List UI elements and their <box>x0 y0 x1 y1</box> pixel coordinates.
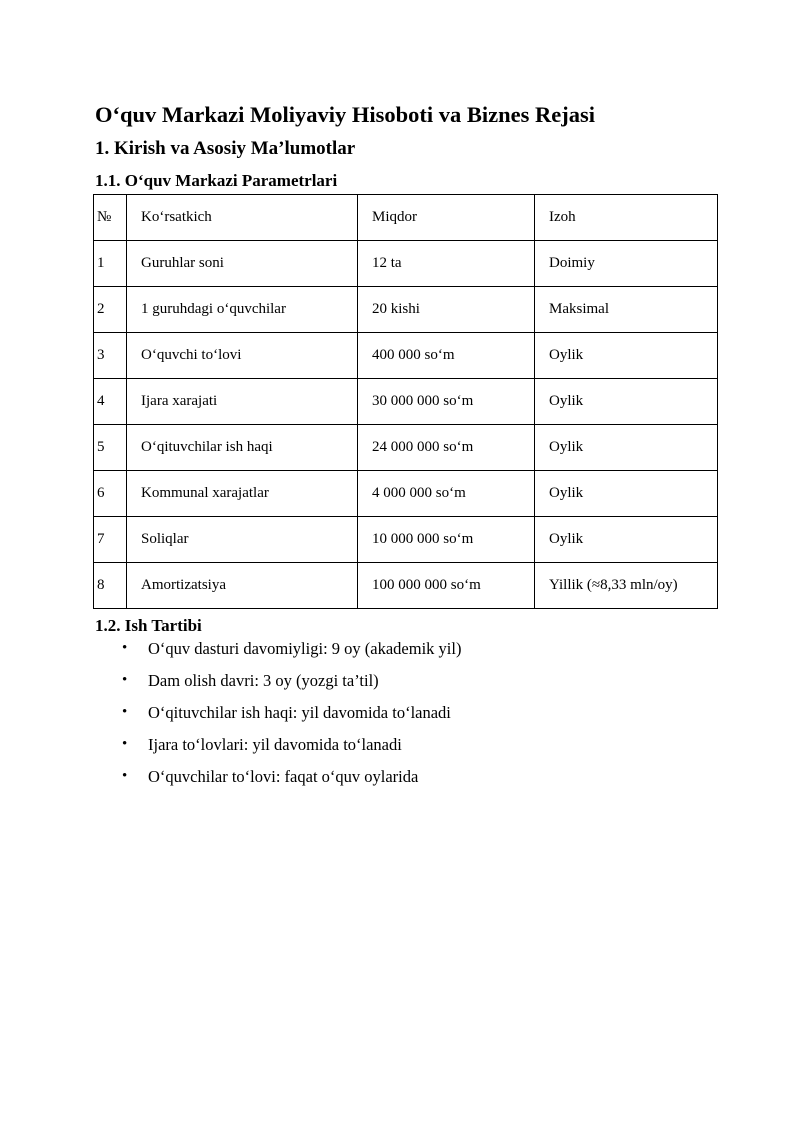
table-header-cell: № <box>94 195 127 241</box>
section-heading-schedule: 1.2. Ish Tartibi <box>95 616 202 635</box>
list-item <box>95 734 735 755</box>
table-row <box>94 563 718 609</box>
table-cell: Guruhlar soni <box>127 241 358 287</box>
table-cell: 1 guruhdagi o‘quvchilar <box>127 287 358 333</box>
parameters-table <box>93 194 718 609</box>
table-cell: 20 kishi <box>358 287 535 333</box>
table-cell: 30 000 000 so‘m <box>358 379 535 425</box>
section-heading-intro: 1. Kirish va Asosiy Ma’lumotlar <box>95 138 356 159</box>
table-cell: 1 <box>94 241 127 287</box>
list-item-text: O‘quv dasturi davomiyligi: 9 oy (akademik yil) <box>148 639 462 658</box>
list-item-text: O‘quvchilar to‘lovi: faqat o‘quv oylarida <box>148 767 419 786</box>
table-cell: Oylik <box>535 379 718 425</box>
table-header-cell: Ko‘rsatkich <box>127 195 358 241</box>
table-cell: 3 <box>94 333 127 379</box>
table-cell: 4 000 000 so‘m <box>358 471 535 517</box>
table-header-cell: Izoh <box>535 195 718 241</box>
table-cell: 4 <box>94 379 127 425</box>
table-cell: Oylik <box>535 471 718 517</box>
table-cell: 7 <box>94 517 127 563</box>
list-item <box>95 766 735 787</box>
table-cell: Yillik (≈8,33 mln/oy) <box>535 563 718 609</box>
section-heading-params: 1.1. O‘quv Markazi Parametrlari <box>95 171 338 190</box>
table-cell: 12 ta <box>358 241 535 287</box>
table-row <box>94 333 718 379</box>
bullet-icon: • <box>122 640 128 656</box>
table-header-row <box>94 195 718 241</box>
table-cell: O‘qituvchilar ish haqi <box>127 425 358 471</box>
table-header-cell: Miqdor <box>358 195 535 241</box>
table-row <box>94 287 718 333</box>
table-cell: 5 <box>94 425 127 471</box>
table-cell: Oylik <box>535 517 718 563</box>
table-row <box>94 517 718 563</box>
table-row <box>94 471 718 517</box>
table-row <box>94 425 718 471</box>
table-cell: Amortizatsiya <box>127 563 358 609</box>
document-title: O‘quv Markazi Moliyaviy Hisoboti va Biznes Rejasi <box>95 102 595 127</box>
table-cell: Kommunal xarajatlar <box>127 471 358 517</box>
bullet-icon: • <box>122 736 128 752</box>
list-item-text: Ijara to‘lovlari: yil davomida to‘lanadi <box>148 735 402 754</box>
list-item <box>95 702 735 723</box>
table-cell: 24 000 000 so‘m <box>358 425 535 471</box>
table-cell: Oylik <box>535 333 718 379</box>
table-row <box>94 241 718 287</box>
table-cell: Maksimal <box>535 287 718 333</box>
bullet-icon: • <box>122 768 128 784</box>
list-item-text: O‘qituvchilar ish haqi: yil davomida to‘lanadi <box>148 703 451 722</box>
list-item-text: Dam olish davri: 3 oy (yozgi ta’til) <box>148 671 379 690</box>
table-row <box>94 379 718 425</box>
table-cell: 100 000 000 so‘m <box>358 563 535 609</box>
table-cell: 10 000 000 so‘m <box>358 517 535 563</box>
table-cell: Ijara xarajati <box>127 379 358 425</box>
list-item <box>95 670 735 691</box>
table-cell: 2 <box>94 287 127 333</box>
table-cell: O‘quvchi to‘lovi <box>127 333 358 379</box>
bullet-icon: • <box>122 672 128 688</box>
table-cell: Doimiy <box>535 241 718 287</box>
table-cell: Oylik <box>535 425 718 471</box>
table-cell: 400 000 so‘m <box>358 333 535 379</box>
list-item <box>95 638 735 659</box>
table-body <box>94 241 718 609</box>
schedule-list <box>95 638 735 798</box>
table-cell: 6 <box>94 471 127 517</box>
table-cell: Soliqlar <box>127 517 358 563</box>
bullet-icon: • <box>122 704 128 720</box>
table-cell: 8 <box>94 563 127 609</box>
